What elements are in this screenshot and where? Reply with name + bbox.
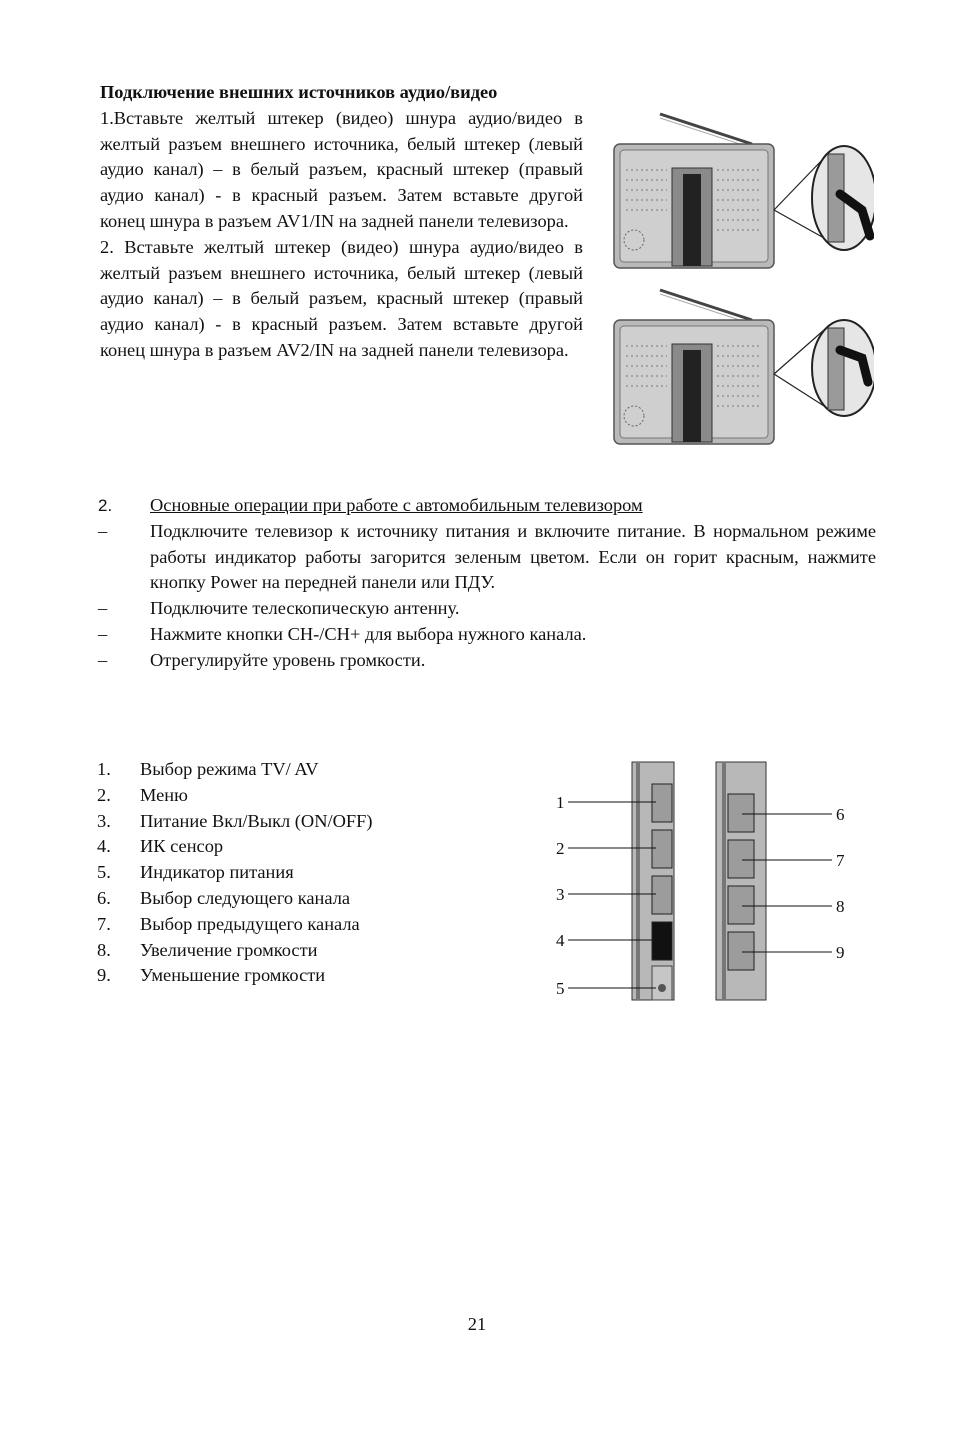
item-number: 8. — [97, 939, 111, 960]
item-number: 1. — [97, 759, 111, 779]
controls-list — [97, 757, 517, 989]
item-label: ИК сенсор — [140, 836, 224, 857]
item-label: Меню — [140, 784, 188, 805]
item-label: Выбор режима TV/ AV — [140, 759, 319, 779]
item-label: Питание Вкл/Выкл (ON/OFF) — [140, 810, 373, 831]
av2-instructions: 2. Вставьте желтый штекер (видео) шнура аудио/видео в желтый разъем внешнего источника, белый штекер (левый аудио канал) – в белый разъем, красный штекер (правый аудио канал) - в красный разъем. Затем вставьте другой конец шнура в разъем AV2/IN на задней панели телевизора. — [100, 236, 583, 360]
callout-7: 7 — [836, 851, 845, 870]
callout-3: 3 — [556, 885, 565, 904]
item-number: 2. — [97, 784, 111, 805]
list-item — [97, 860, 517, 886]
list-item — [98, 596, 876, 622]
section-number: 2. — [98, 496, 113, 515]
av-connection-section — [100, 80, 583, 364]
item-number: 3. — [97, 810, 111, 831]
bullet-text: Отрегулируйте уровень громкости. — [150, 649, 426, 670]
callout-9: 9 — [836, 943, 845, 962]
dash: – — [98, 623, 108, 644]
basic-operations-section — [98, 493, 876, 674]
section-title: Подключение внешних источников аудио/видео — [100, 82, 498, 102]
item-number: 7. — [97, 913, 111, 934]
item-number: 4. — [97, 836, 111, 857]
dash: – — [98, 598, 108, 619]
list-item — [97, 757, 517, 783]
tv-rear-av2-illustration — [612, 286, 874, 456]
list-item — [97, 963, 517, 989]
callout-4: 4 — [556, 931, 565, 950]
callout-8: 8 — [836, 897, 845, 916]
bullet-text: Подключите телескопическую антенну. — [150, 598, 460, 619]
callout-6: 6 — [836, 805, 845, 824]
list-item — [98, 622, 876, 648]
list-item — [97, 809, 517, 835]
av1-instructions: 1.Вставьте желтый штекер (видео) шнура аудио/видео в желтый разъем внешнего источника, белый штекер (левый аудио канал) – в белый разъем, красный штекер (правый аудио канал) - в красный разъем. Затем вставьте другой конец шнура в разъем AV1/IN на задней панели телевизора. — [100, 107, 583, 231]
list-item — [97, 783, 517, 809]
control-panel-illustration — [548, 752, 858, 1006]
bullet-text: Нажмите кнопки CH-/CH+ для выбора нужного канала. — [150, 623, 587, 644]
item-number: 6. — [97, 887, 111, 908]
page-number: 21 — [467, 1314, 487, 1334]
callout-5: 5 — [556, 979, 565, 998]
list-item — [97, 834, 517, 860]
item-label: Индикатор питания — [140, 862, 294, 883]
bullet-text: Подключите телевизор к источнику питания и включите питание. В нормальном режиме работы индикатор работы загорится зеленым цветом. Если он горит красным, нажмите кнопку Power на передней панели или ПДУ. — [150, 520, 876, 593]
list-item — [97, 886, 517, 912]
item-label: Увеличение громкости — [140, 939, 318, 960]
callout-1: 1 — [556, 793, 565, 812]
item-label: Выбор предыдущего канала — [140, 913, 360, 934]
item-label: Выбор следующего канала — [140, 887, 351, 908]
item-label: Уменьшение громкости — [140, 965, 326, 986]
list-item — [98, 648, 876, 674]
list-item — [97, 938, 517, 964]
item-number: 9. — [97, 965, 111, 986]
item-number: 5. — [97, 862, 111, 883]
section-title: Основные операции при работе с автомобильным телевизором — [150, 495, 643, 515]
tv-rear-av1-illustration — [612, 110, 874, 280]
callout-2: 2 — [556, 839, 565, 858]
list-item — [97, 912, 517, 938]
dash: – — [98, 649, 108, 670]
list-item — [98, 519, 876, 596]
dash: – — [98, 520, 108, 541]
